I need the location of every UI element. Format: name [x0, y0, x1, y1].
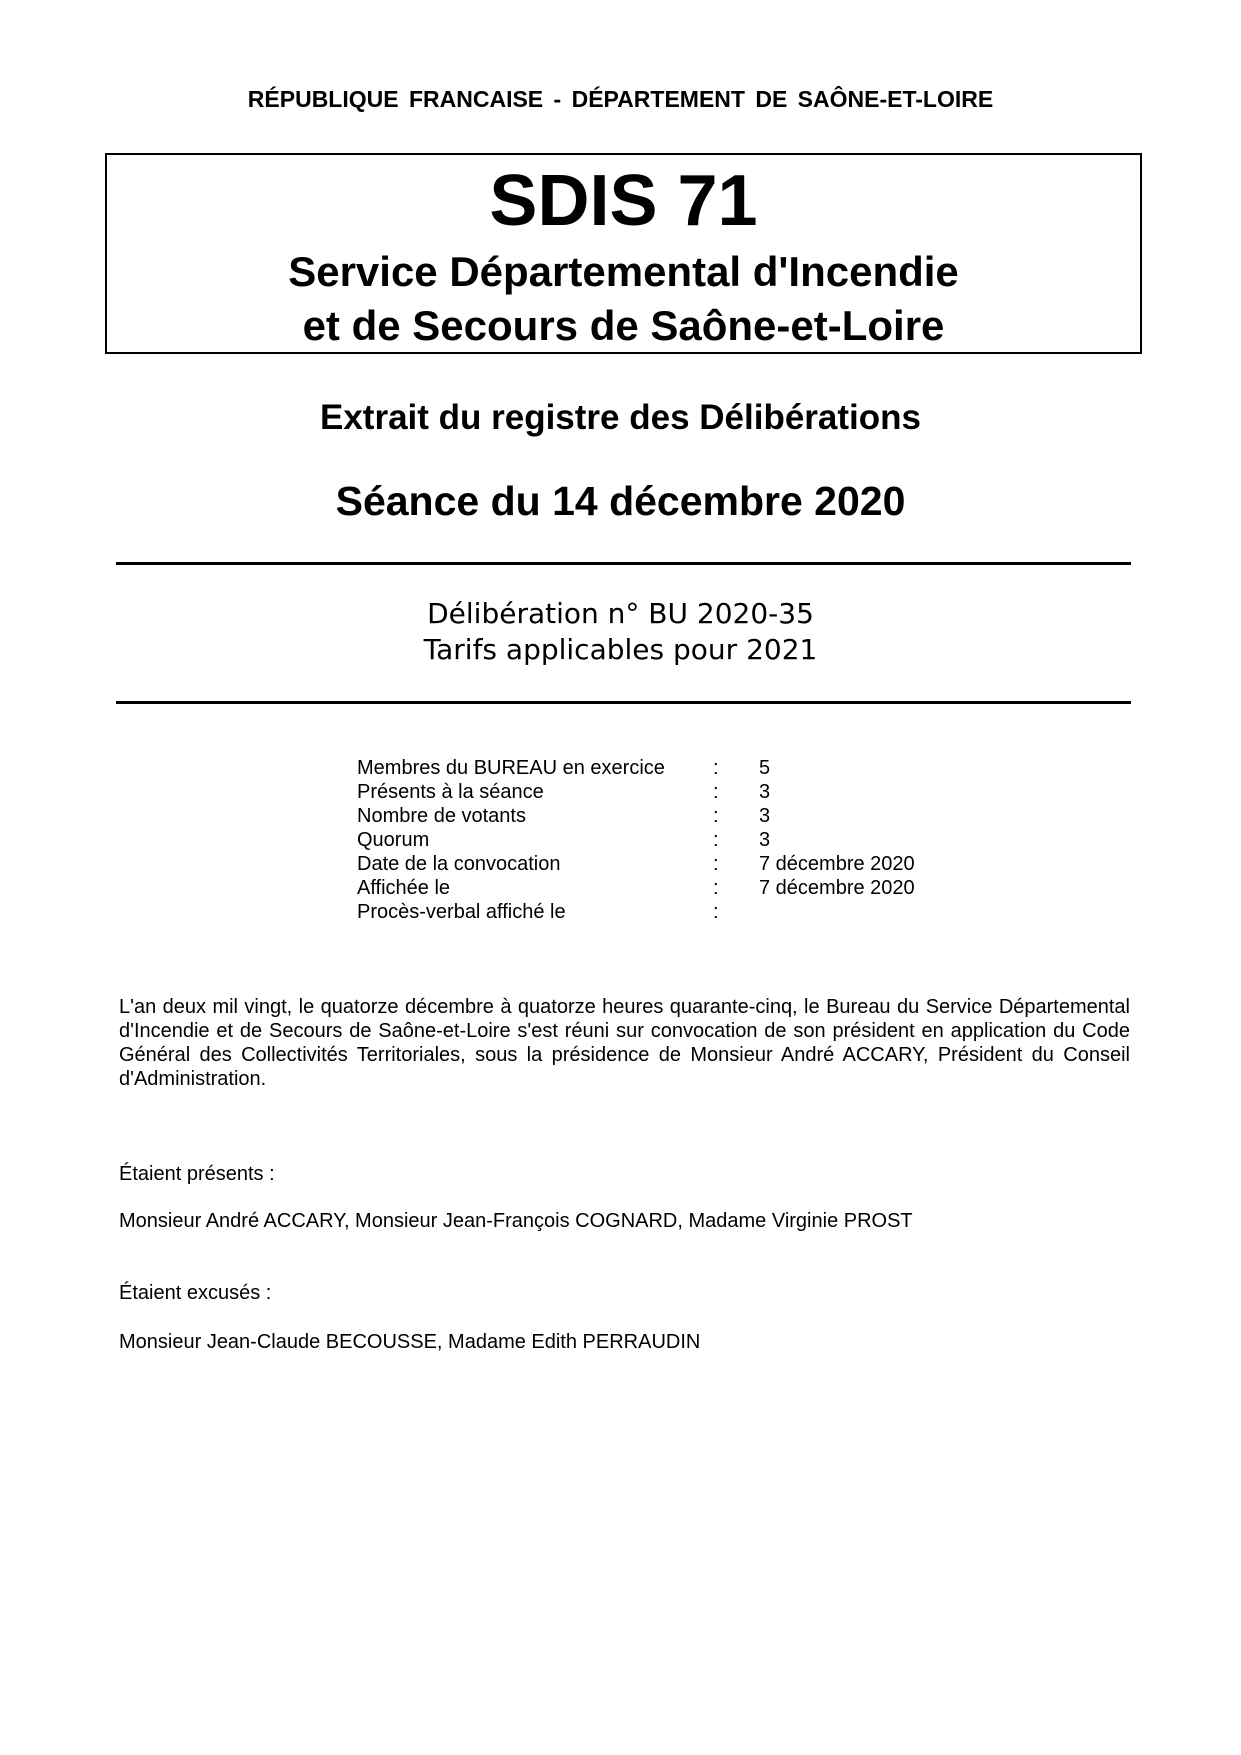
stat-value: 7 décembre 2020: [759, 877, 915, 899]
deliberation-number: Délibération n° BU 2020-35: [427, 597, 814, 630]
sdis-title: SDIS 71: [489, 161, 758, 241]
stat-label: Date de la convocation: [357, 853, 561, 875]
excuses-label: Étaient excusés :: [119, 1282, 272, 1304]
stat-value: 7 décembre 2020: [759, 853, 915, 875]
stat-row: [357, 805, 977, 829]
stat-label: Présents à la séance: [357, 781, 544, 803]
republique-heading: RÉPUBLIQUE FRANCAISE - DÉPARTEMENT DE SAÔNE-ET-LOIRE: [247, 86, 994, 112]
stat-colon: :: [713, 805, 719, 827]
stat-value: 5: [759, 757, 771, 779]
stat-label: Nombre de votants: [357, 805, 526, 827]
service-name-line2: et de Secours de Saône-et-Loire: [302, 302, 945, 349]
divider-top: [116, 562, 1131, 565]
stat-colon: :: [713, 781, 719, 803]
stat-label: Affichée le: [357, 877, 451, 899]
divider-bottom: [116, 701, 1131, 704]
intro-paragraph: L'an deux mil vingt, le quatorze décembre à quatorze heures quarante-cinq, le Bureau du Service Départemental d'Incendie et de Secours de Saône-et-Loire s'est réuni sur convocation de son président en application du Code Général des Collectivités Territoriales, sous la présidence de Monsieur André ACCARY, Président du Conseil d'Administration.: [119, 996, 1130, 1090]
stat-value: 3: [759, 805, 771, 827]
presents-names: Monsieur André ACCARY, Monsieur Jean-François COGNARD, Madame Virginie PROST: [119, 1210, 913, 1232]
stat-value: 3: [759, 781, 771, 803]
stat-row: [357, 781, 977, 805]
stat-colon: :: [713, 853, 719, 875]
excuses-names: Monsieur Jean-Claude BECOUSSE, Madame Edith PERRAUDIN: [119, 1331, 701, 1353]
service-name: [107, 245, 1140, 353]
stat-colon: :: [713, 877, 719, 899]
stats-table: [357, 757, 977, 925]
stat-row: [357, 877, 977, 901]
stat-row: [357, 829, 977, 853]
stat-row: [357, 901, 977, 925]
stat-row: [357, 853, 977, 877]
stat-label: Quorum: [357, 829, 430, 851]
seance-heading: Séance du 14 décembre 2020: [335, 478, 906, 524]
deliberation-block: [0, 596, 1241, 668]
stat-value: 3: [759, 829, 771, 851]
deliberation-subject: Tarifs applicables pour 2021: [423, 633, 818, 666]
stat-row: [357, 757, 977, 781]
title-box: [105, 153, 1142, 354]
service-name-line1: Service Départemental d'Incendie: [288, 248, 959, 295]
stat-label: Procès-verbal affiché le: [357, 901, 566, 923]
presents-label: Étaient présents :: [119, 1163, 275, 1185]
stat-label: Membres du BUREAU en exercice: [357, 757, 665, 779]
stat-colon: :: [713, 757, 719, 779]
stat-colon: :: [713, 901, 719, 923]
stat-colon: :: [713, 829, 719, 851]
extrait-heading: Extrait du registre des Délibérations: [319, 398, 921, 437]
